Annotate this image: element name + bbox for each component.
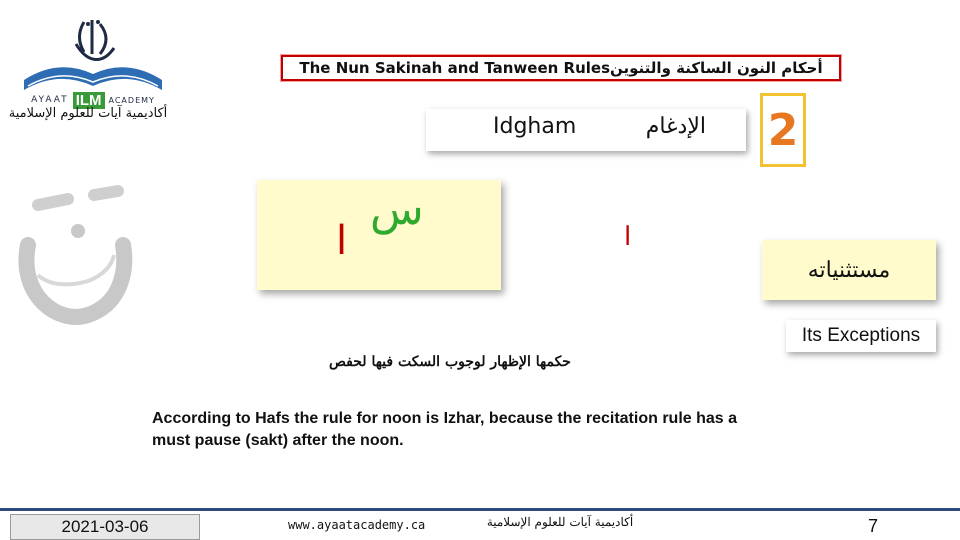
ruling-arabic: حكمها الإظهار لوجوب السكت فيها لحفص [329,354,571,370]
noon-calligraphy-icon [8,185,138,335]
calligraphy-watermark [8,185,138,335]
logo-brand-main: ILM [73,92,105,109]
letter-alif-left: ا [336,218,348,264]
exceptions-arabic: مستثنياته [762,240,936,300]
topic-arabic: الإدغام [645,114,706,139]
page-number: 7 [868,516,879,536]
section-number-badge: 2 [760,93,806,167]
ruling-english: According to Hafs the rule for noon is Izhar, because the recitation rule has a must pause (sakt) after the noon. [152,410,738,449]
footer-divider [0,508,960,511]
slide-title: The Nun Sakinah and Tanween Rulesأحكام النون الساكنة والتنوين [281,55,841,81]
logo-brand-left: AYAAT [31,95,69,105]
footer-website: www.ayaatacademy.ca [288,518,426,532]
footer-organization: أكاديمية آيات للعلوم الإسلامية [486,515,634,529]
letter-alif-right: ا [624,222,632,252]
footer-date: 2021-03-06 [10,514,200,540]
topic-english: Idgham [493,114,577,139]
logo-brand-right: ACADEMY [108,95,155,105]
letter-seen: س [370,184,424,235]
logo-caption: أكاديمية آيات للعلوم الإسلامية [8,106,168,121]
exceptions-english: Its Exceptions [786,320,936,352]
